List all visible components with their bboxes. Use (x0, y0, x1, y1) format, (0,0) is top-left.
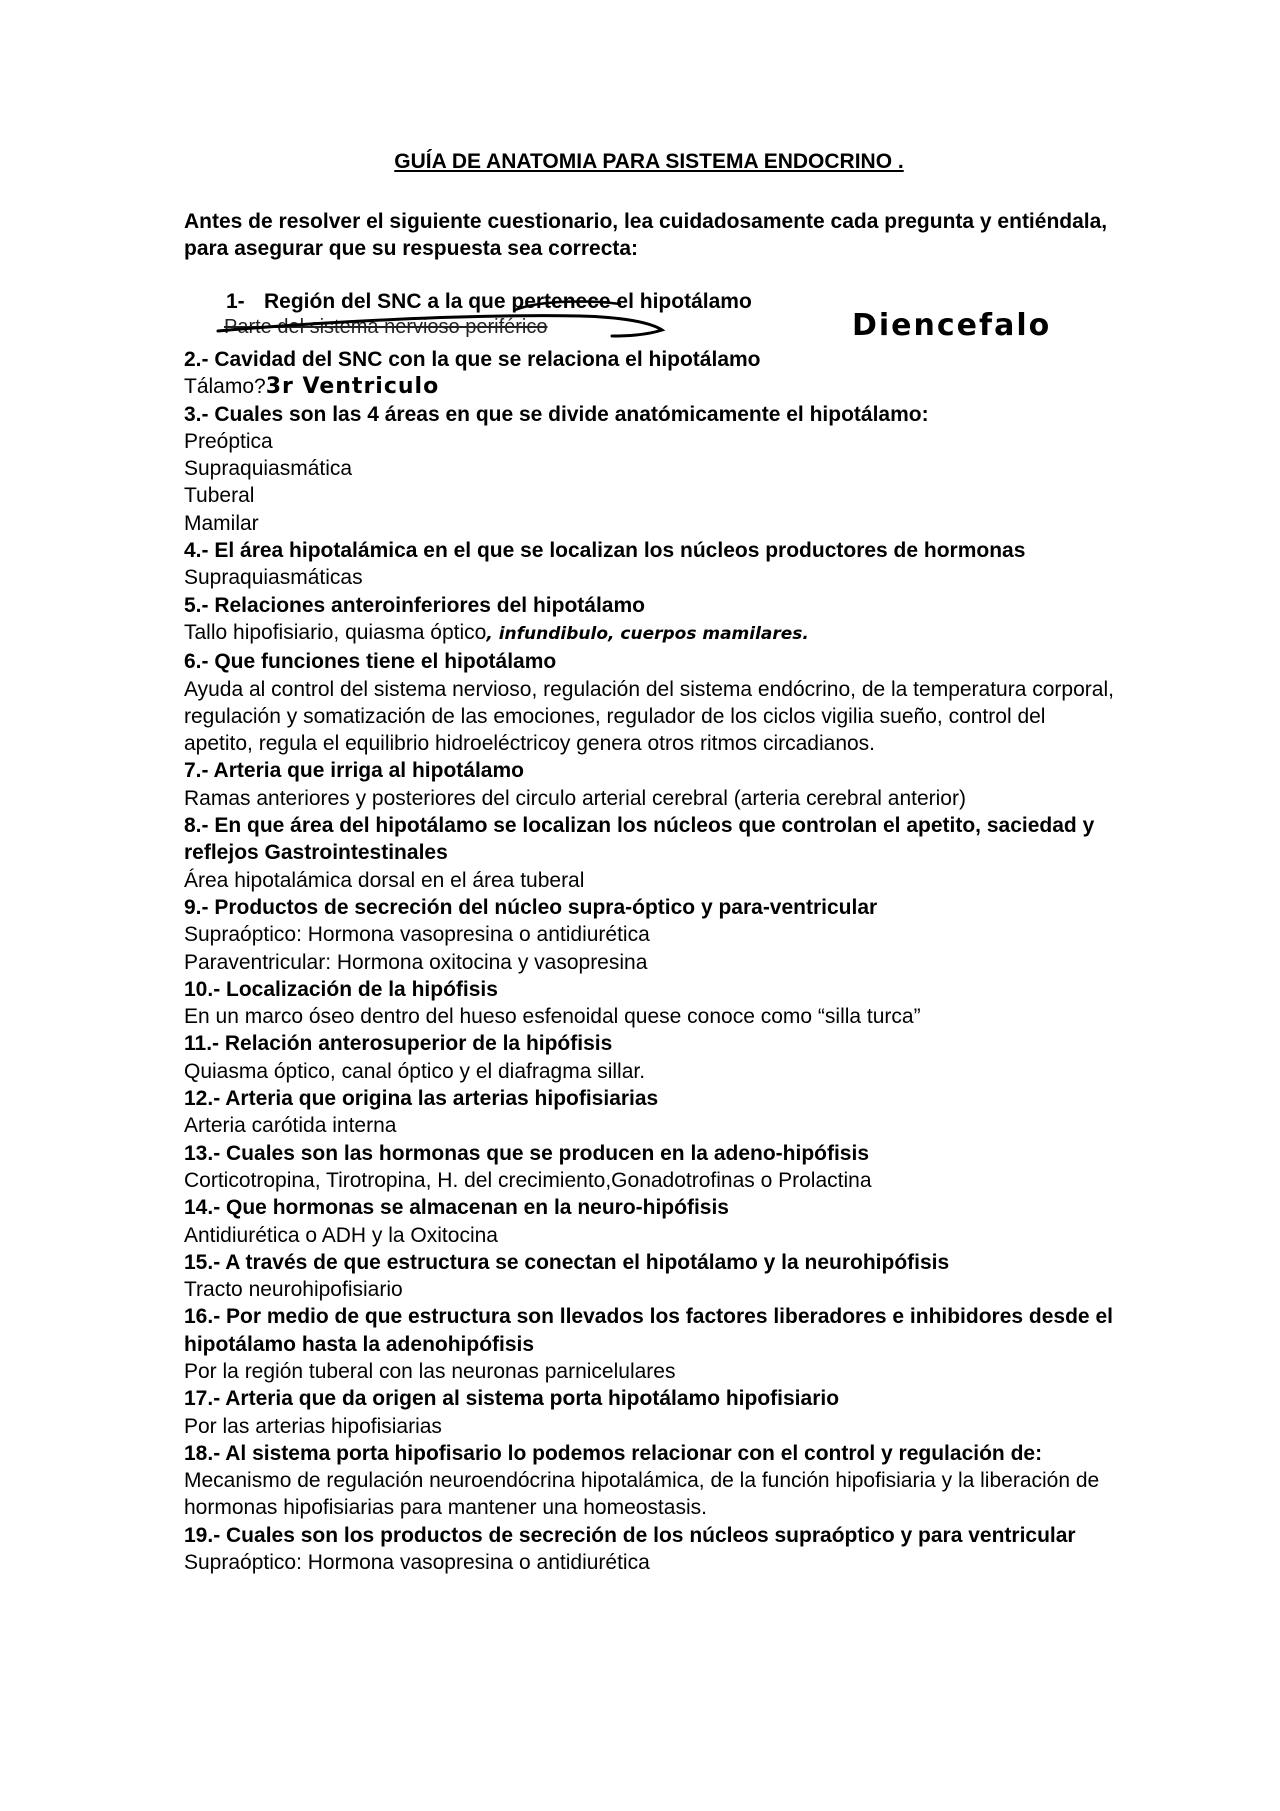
question-10: 10.- Localización de la hipófisis (184, 977, 498, 1001)
question-14: 14.- Que hormonas se almacenan en la neuro-hipófisis (184, 1196, 729, 1220)
question-11: 11.- Relación anterosuperior de la hipófisis (184, 1032, 613, 1056)
question-7: 7.- Arteria que irriga al hipotálamo (184, 759, 524, 783)
document-title: GUÍA DE ANATOMIA PARA SISTEMA ENDOCRINO . (394, 150, 904, 173)
question-17: 17.- Arteria que da origen al sistema porta hipotálamo hipofisiario (184, 1387, 840, 1411)
answer-1-struck: Parte del sistema nervioso periférico (224, 316, 548, 338)
question-5: 5.- Relaciones anteroinferiores del hipotálamo (184, 593, 645, 617)
question-3: 3.- Cuales son las 4 áreas en que se divide anatómicamente el hipotálamo: (184, 402, 929, 426)
answer-12: Arteria carótida interna (184, 1114, 397, 1138)
question-6: 6.- Que funciones tiene el hipotálamo (184, 650, 557, 674)
question-1-number: 1- (226, 290, 245, 313)
answer-9-item: Supraóptico: Hormona vasopresina o antidiurética (184, 923, 650, 947)
question-16: 16.- Por medio de que estructura son llevados los factores liberadores e inhibidores desde el hipotálamo hasta la adenohipófisis (184, 1305, 1113, 1356)
question-19: 19.- Cuales son los productos de secreción de los núcleos supraóptico y para ventricular (184, 1523, 1076, 1547)
question-2: 2.- Cavidad del SNC con la que se relaciona el hipotálamo (184, 348, 761, 371)
answer-17: Por las arterias hipofisiarias (184, 1414, 442, 1438)
handwritten-answer-2: 3r Ventriculo (265, 374, 440, 400)
question-18-label: 18.- Al sistema porta hipofisario lo podemos relacionar con el control y regulación de: (184, 1441, 1043, 1465)
answer-4: Supraquiasmáticas (184, 566, 363, 590)
answer-5-text: Tallo hipofisiario, quiasma óptico (184, 620, 487, 644)
question-1-text: Región del SNC a la que pertenece el hipotálamo (264, 290, 752, 313)
answer-16: Por la región tuberal con las neuronas parnicelulares (184, 1359, 676, 1383)
answer-3-item: Preóptica (184, 429, 273, 453)
answer-10: En un marco óseo dentro del hueso esfenoidal quese conoce como “silla turca” (184, 1005, 921, 1029)
questionnaire-body (184, 346, 1114, 1576)
handwritten-answer-1: Diencefalo (852, 308, 1052, 343)
answer-18: Mecanismo de regulación neuroendócrina hipotalámica, de la función hipofisiaria y la liberación de hormonas hipofisiarias para mantener una homeostasis. (184, 1469, 1100, 1520)
answer-13: Corticotropina, Tirotropina, H. del crecimiento,Gonadotrofinas o Prolactina (184, 1168, 872, 1192)
answer-6: Ayuda al control del sistema nervioso, regulación del sistema endócrino, de la temperatura corporal, regulación y somatización de las emociones, regulador de los ciclos vigilia sueño, control del apetito, regula el equilibrio hidroeléctricoy genera otros ritmos circadianos. (184, 677, 1114, 756)
answer-19: Supraóptico: Hormona vasopresina o antidiurética (184, 1551, 650, 1575)
answer-11: Quiasma óptico, canal óptico y el diafragma sillar. (184, 1059, 646, 1083)
answer-14: Antidiurética o ADH y la Oxitocina (184, 1223, 498, 1247)
question-15: 15.- A través de que estructura se conectan el hipotálamo y la neurohipófisis (184, 1250, 950, 1274)
question-18 (184, 1440, 1114, 1522)
answer-2 (184, 373, 1114, 400)
answer-3-item: Mamilar (184, 511, 259, 535)
answer-7: Ramas anteriores y posteriores del circulo arterial cerebral (arteria cerebral anterior) (184, 786, 966, 810)
question-9: 9.- Productos de secreción del núcleo supra-óptico y para-ventricular (184, 895, 878, 919)
question-12: 12.- Arteria que origina las arterias hipofisiarias (184, 1087, 659, 1111)
intro-text: Antes de resolver el siguiente cuestionario, lea cuidadosamente cada pregunta y entiéndala, para asegurar que su respuesta sea correcta: (184, 210, 1108, 260)
question-1 (226, 290, 752, 314)
answer-2-text: Tálamo? (184, 375, 266, 399)
question-13: 13.- Cuales son las hormonas que se producen en la adeno-hipófisis (184, 1141, 869, 1165)
answer-3-item: Supraquiasmática (184, 457, 353, 481)
answer-3-item: Tuberal (184, 484, 255, 508)
answer-9-item: Paraventricular: Hormona oxitocina y vasopresina (184, 950, 648, 974)
question-8: 8.- En que área del hipotálamo se localizan los núcleos que controlan el apetito, saciedad y reflejos Gastrointestinales (184, 814, 1095, 865)
question-4: 4.- El área hipotalámica en el que se localizan los núcleos productores de hormonas (184, 539, 1026, 563)
answer-15: Tracto neurohipofisiario (184, 1278, 403, 1302)
answer-8: Área hipotalámica dorsal en el área tuberal (184, 868, 585, 892)
answer-5 (184, 619, 1114, 648)
handwritten-answer-5: , infundibulo, cuerpos mamilares. (486, 623, 809, 644)
